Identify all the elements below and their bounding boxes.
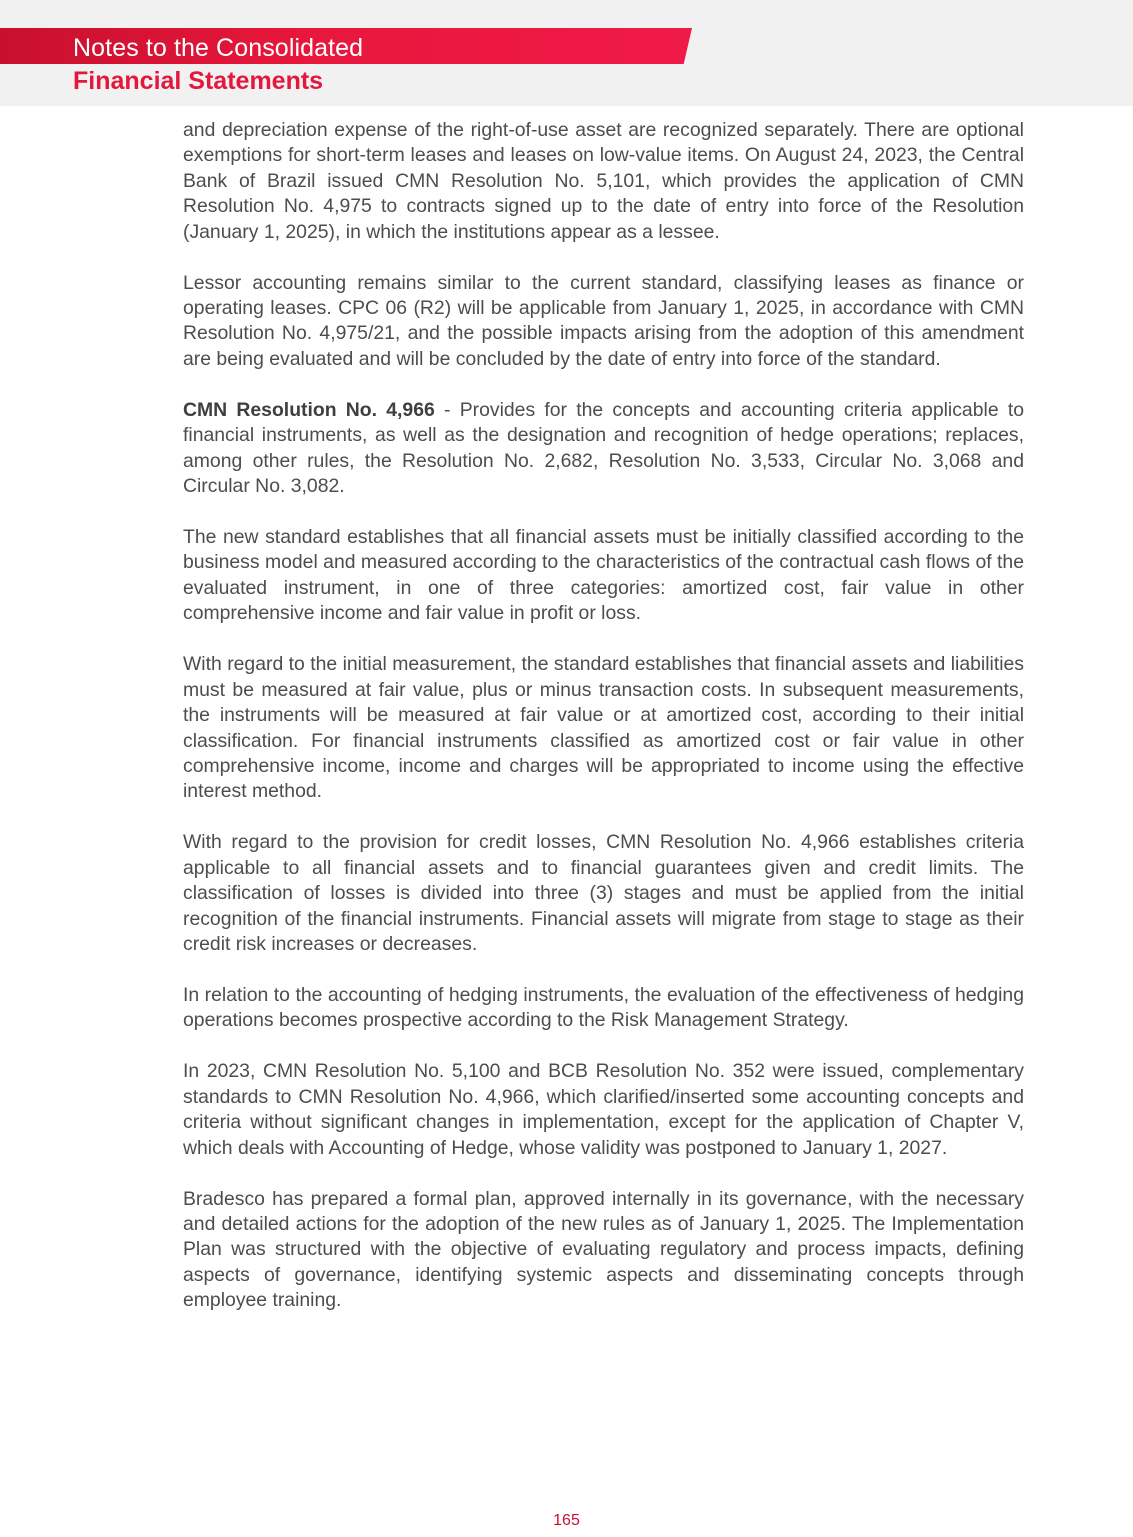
paragraph-right-of-use: and depreciation expense of the right-of-use asset are recognized separately. There are optional exemptions for short-term leases and leases on low-value items. On August 24, 2023, the Central Bank of Brazil issued CMN Resolution No. 5,101, which provides the application of CMN Resolution No. 4,975 to contracts signed up to the date of entry into force of the Resolution (January 1, 2025), in which the institutions appear as a lessee. xyxy=(183,119,1024,243)
header-title-line-1: Notes to the Consolidated xyxy=(73,34,364,62)
paragraph-complementary-standards: In 2023, CMN Resolution No. 5,100 and BCB Resolution No. 352 were issued, complementary standards to CMN Resolution No. 4,966, which clarified/inserted some accounting concepts and criteria without significant changes in implementation, except for the application of Chapter V, which deals with Accounting of Hedge, whose validity was postponed to January 1, 2027. xyxy=(183,1060,1024,1159)
document-body xyxy=(183,118,1024,1339)
resolution-heading: CMN Resolution No. 4,966 xyxy=(183,398,435,421)
resolution-description: - Provides for the concepts and accounting criteria applicable to financial instruments, as well as the designation and recognition of hedge operations; replaces, among other rules, the Resolution No. 2,682, Resolution No. 3,533, Circular No. 3,068 and Circular No. 3,082. xyxy=(183,398,1024,498)
paragraph-initial-measurement: With regard to the initial measurement, the standard establishes that financial assets and liabilities must be measured at fair value, plus or minus transaction costs. In subsequent measurements, the instruments will be measured at fair value or at amortized cost, according to their initial classification. For financial instruments classified as amortized cost or fair value in other comprehensive income, income and charges will be appropriated to income using the effective interest method. xyxy=(183,653,1024,803)
paragraph-credit-losses: With regard to the provision for credit losses, CMN Resolution No. 4,966 establishes criteria applicable to all financial assets and to financial guarantees given and credit limits. The classification of losses is divided into three (3) stages and must be applied from the initial recognition of the financial instruments. Financial assets will migrate from stage to stage as their credit risk increases or decreases. xyxy=(183,831,1024,955)
paragraph-hedging: In relation to the accounting of hedging instruments, the evaluation of the effectiveness of hedging operations becomes prospective according to the Risk Management Strategy. xyxy=(183,983,1024,1032)
paragraph-implementation-plan: Bradesco has prepared a formal plan, approved internally in its governance, with the necessary and detailed actions for the adoption of the new rules as of January 1, 2025. The Implementation Plan was structured with the objective of evaluating regulatory and process impacts, defining aspects of governance, identifying systemic aspects and disseminating concepts through employee training. xyxy=(183,1187,1024,1312)
page-header xyxy=(0,0,1133,106)
paragraph-classification: The new standard establishes that all financial assets must be initially classified according to the business model and measured according to the characteristics of the contractual cash flows of the evaluated instrument, in one of three categories: amortized cost, fair value in other comprehensive income and fair value in profit or loss. xyxy=(183,526,1024,625)
paragraph-cmn-4966-intro xyxy=(183,398,1024,500)
paragraph-lessor-accounting: Lessor accounting remains similar to the current standard, classifying leases as finance or operating leases. CPC 06 (R2) will be applicable from January 1, 2025, in accordance with CMN Resolution No. 4,975/21, and the possible impacts arising from the adoption of this amendment are being evaluated and will be concluded by the date of entry into force of the standard. xyxy=(183,271,1024,370)
header-title-line-2: Financial Statements xyxy=(73,67,324,95)
page-number: 165 xyxy=(553,1512,580,1529)
